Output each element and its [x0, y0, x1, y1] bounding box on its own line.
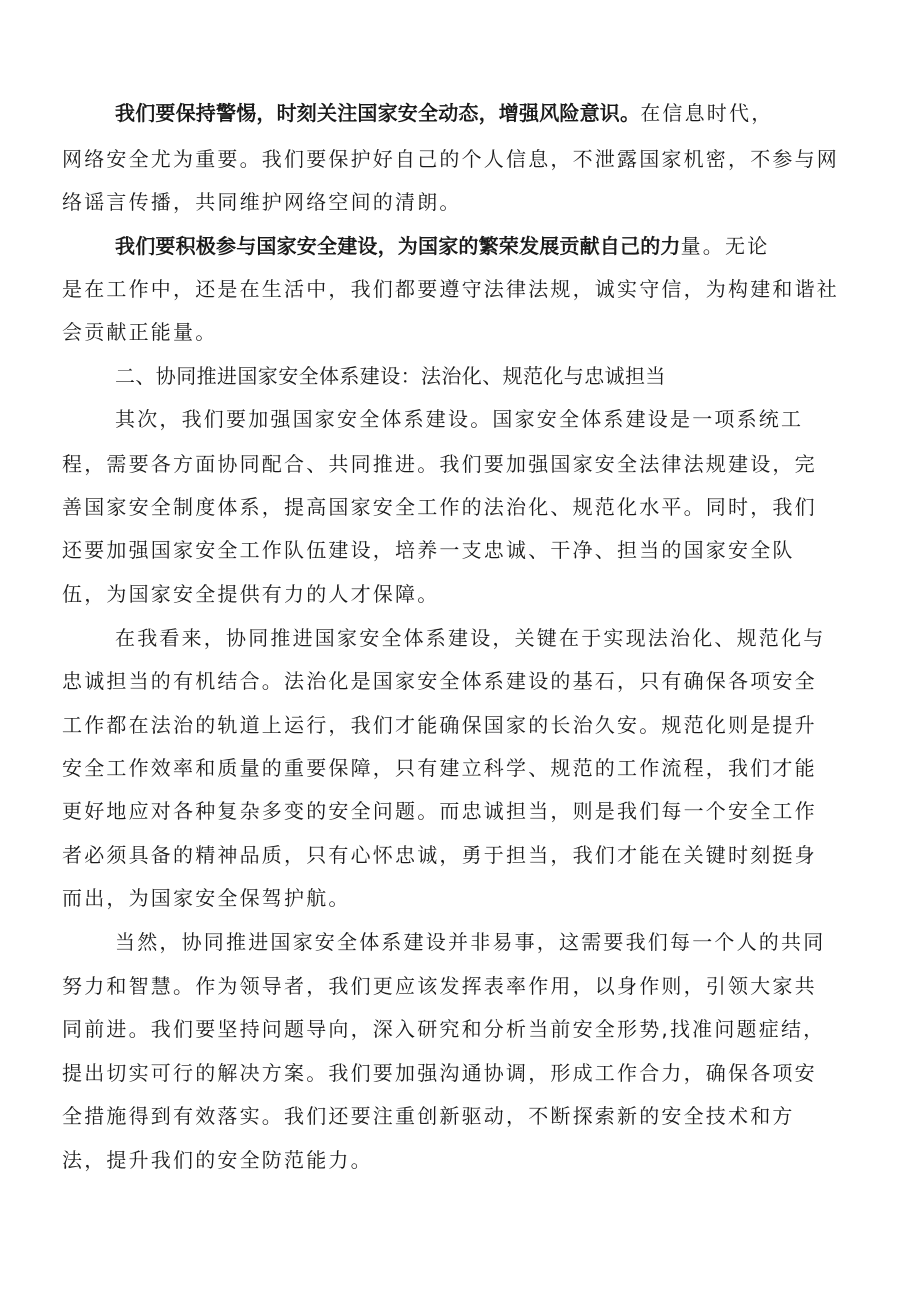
paragraph-5-line-4: 提出切实可行的解决方案。我们要加强沟通协调，形成工作合力，确保各项安: [62, 1061, 817, 1085]
paragraph-1-line-2: 网络安全尤为重要。我们要保护好自己的个人信息，不泄露国家机密，不参与网: [62, 147, 839, 171]
paragraph-4-line-2: 忠诚担当的有机结合。法治化是国家安全体系建设的基石，只有确保各项安全: [62, 669, 817, 693]
paragraph-2-line-3: 会贡献正能量。: [62, 320, 218, 344]
paragraph-3-line-5: 伍，为国家安全提供有力的人才保障。: [62, 582, 440, 606]
paragraph-4-line-1: 在我看来，协同推进国家安全体系建设，关键在于实现法治化、规范化与: [115, 626, 826, 650]
paragraph-2-text: 量。无论: [680, 234, 770, 258]
paragraph-4-line-7: 而出，为国家安全保驾护航。: [62, 886, 351, 910]
paragraph-5-line-3: 同前进。我们要坚持问题导向，深入研究和分析当前安全形势,找准问题症结，: [62, 1017, 826, 1041]
paragraph-1-line-1: [115, 101, 773, 125]
paragraph-2-line-2: 是在工作中，还是在生活中，我们都要遵守法律法规，诚实守信，为构建和谐社: [62, 277, 839, 301]
paragraph-5-line-2: 努力和智慧。作为领导者，我们更应该发挥表率作用，以身作则，引领大家共: [62, 974, 817, 998]
paragraph-1-text: 在信息时代，: [640, 101, 774, 125]
paragraph-4-line-6: 者必须具备的精神品质，只有心怀忠诚，勇于担当，我们才能在关键时刻挺身: [62, 843, 817, 867]
paragraph-3-line-2: 程，需要各方面协同配合、共同推进。我们要加强国家安全法律法规建设，完: [62, 452, 817, 476]
paragraph-5-line-6: 法，提升我们的安全防范能力。: [62, 1148, 373, 1172]
section-heading: 二、协同推进国家安全体系建设：法治化、规范化与忠诚担当: [115, 364, 666, 388]
paragraph-2-line-1: [115, 234, 769, 258]
paragraph-1-lead: 我们要保持警惕，时刻关注国家安全动态，增强风险意识。: [115, 101, 641, 125]
paragraph-1-line-3: 络谣言传播，共同维护网络空间的清朗。: [62, 190, 462, 214]
paragraph-3-line-4: 还要加强国家安全工作队伍建设，培养一支忠诚、干净、担当的国家安全队: [62, 538, 795, 562]
paragraph-2-lead: 我们要积极参与国家安全建设，为国家的繁荣发展贡献自己的力: [115, 234, 681, 258]
paragraph-5-line-1: 当然，协同推进国家安全体系建设并非易事，这需要我们每一个人的共同: [115, 930, 826, 954]
paragraph-4-line-3: 工作都在法治的轨道上运行，我们才能确保国家的长治久安。规范化则是提升: [62, 713, 817, 737]
paragraph-4-line-5: 更好地应对各种复杂多变的安全问题。而忠诚担当，则是我们每一个安全工作: [62, 799, 817, 823]
paragraph-3-line-1: 其次，我们要加强国家安全体系建设。国家安全体系建设是一项系统工: [115, 407, 804, 431]
paragraph-4-line-4: 安全工作效率和质量的重要保障，只有建立科学、规范的工作流程，我们才能: [62, 756, 817, 780]
paragraph-5-line-5: 全措施得到有效落实。我们还要注重创新驱动，不断探索新的安全技术和方: [62, 1104, 795, 1128]
paragraph-3-line-3: 善国家安全制度体系，提高国家安全工作的法治化、规范化水平。同时，我们: [62, 495, 817, 519]
